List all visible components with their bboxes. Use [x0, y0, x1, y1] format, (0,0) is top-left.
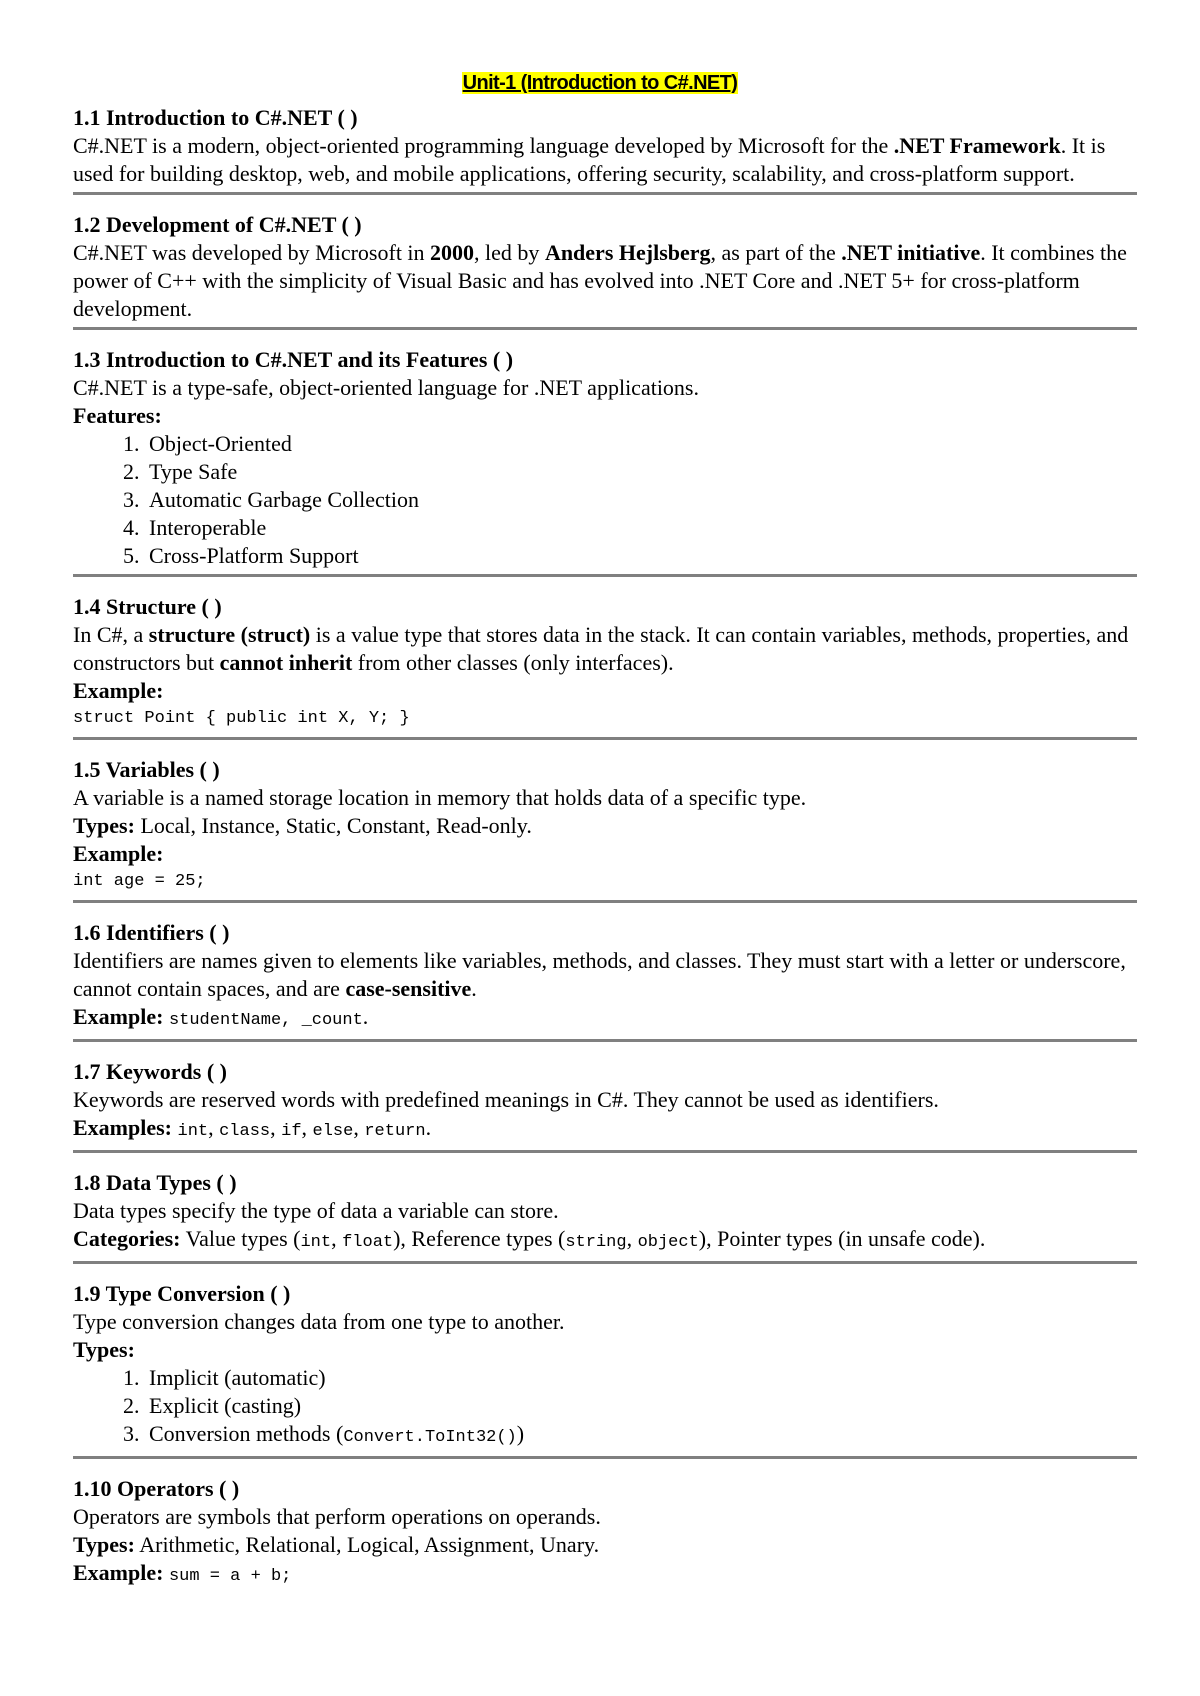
example-label: Example:	[73, 841, 164, 866]
types-text: Local, Instance, Static, Constant, Read-only.	[134, 813, 532, 838]
section-operators	[73, 1475, 1137, 1591]
separator: ,	[626, 1226, 638, 1251]
types-label: Types:	[73, 1337, 135, 1362]
list-item: 2. Type Safe	[145, 458, 1137, 486]
body-text: .	[471, 976, 477, 1001]
section-features	[73, 346, 1137, 577]
section-heading: 1.5 Variables ( )	[73, 757, 220, 782]
section-identifiers	[73, 919, 1137, 1042]
list-item: 4. Interoperable	[145, 514, 1137, 542]
code-inline: if	[281, 1122, 302, 1141]
separator: ,	[281, 1011, 302, 1030]
body-text: Value types (	[180, 1226, 301, 1251]
body-bold: .NET Framework	[893, 133, 1061, 158]
code-inline: int	[177, 1122, 209, 1141]
section-heading: 1.8 Data Types ( )	[73, 1170, 237, 1195]
section-divider	[73, 900, 1137, 903]
code-inline: studentName	[168, 1011, 282, 1030]
section-heading: 1.7 Keywords ( )	[73, 1059, 227, 1084]
section-divider	[73, 1456, 1137, 1459]
example-label: Examples:	[73, 1115, 172, 1140]
code-inline: int	[300, 1233, 332, 1252]
section-heading: 1.4 Structure ( )	[73, 594, 222, 619]
types-label: Types:	[73, 1532, 135, 1557]
types-line	[73, 812, 1137, 840]
separator: ,	[301, 1115, 313, 1140]
section-body	[73, 947, 1137, 1003]
code-inline: string	[565, 1233, 627, 1252]
section-body	[73, 239, 1137, 323]
body-bold: structure (struct)	[148, 622, 311, 647]
code-inline: _count	[301, 1011, 363, 1030]
document-title: Unit-1 (Introduction to C#.NET)	[462, 72, 738, 94]
section-body	[73, 132, 1137, 188]
separator: ,	[270, 1115, 282, 1140]
body-bold: 2000	[430, 240, 475, 265]
document-title-wrap	[0, 72, 1200, 95]
code-inline: return	[364, 1122, 426, 1141]
section-body: Operators are symbols that perform operations on operands.	[73, 1504, 601, 1529]
types-label: Types:	[73, 813, 135, 838]
body-text: Identifiers are names given to elements like variables, methods, and classes. They must start with a letter or underscore, cannot contain spaces, and are	[73, 948, 1126, 1001]
section-keywords	[73, 1058, 1137, 1153]
body-text: ), Pointer types (in unsafe code).	[698, 1226, 986, 1251]
end-punct: .	[425, 1115, 432, 1140]
body-bold: case-sensitive	[345, 976, 472, 1001]
document-content	[73, 104, 1137, 1591]
section-development	[73, 211, 1137, 330]
section-divider	[73, 574, 1137, 577]
example-label: Example:	[73, 678, 164, 703]
code-inline: float	[342, 1233, 394, 1252]
section-body: C#.NET is a type-safe, object-oriented language for .NET applications.	[73, 375, 699, 400]
body-text: is a value type that stores data in the stack. It can contain variables, methods, properties, and constructors but	[73, 622, 1129, 675]
features-list	[73, 430, 1137, 570]
section-divider	[73, 192, 1137, 195]
section-heading: 1.2 Development of C#.NET ( )	[73, 212, 362, 237]
body-text: , as part of the	[710, 240, 842, 265]
body-text: , led by	[474, 240, 545, 265]
section-divider	[73, 1150, 1137, 1153]
section-heading: 1.1 Introduction to C#.NET ( )	[73, 105, 358, 130]
section-divider	[73, 737, 1137, 740]
code-example: int age = 25;	[73, 872, 206, 891]
separator: ,	[331, 1226, 343, 1251]
types-line	[73, 1531, 1137, 1559]
code-example: struct Point { public int X, Y; }	[73, 709, 410, 728]
code-inline: else	[312, 1122, 354, 1141]
section-heading: 1.10 Operators ( )	[73, 1476, 240, 1501]
section-body: Keywords are reserved words with predefined meanings in C#. They cannot be used as identifiers.	[73, 1087, 939, 1112]
body-text: )	[516, 1421, 525, 1446]
code-inline: class	[219, 1122, 271, 1141]
section-introduction	[73, 104, 1137, 195]
list-item: 1. Object-Oriented	[145, 430, 1137, 458]
categories-line	[73, 1225, 1137, 1257]
body-text: In C#, a	[73, 622, 149, 647]
list-item: 3. Automatic Garbage Collection	[145, 486, 1137, 514]
example-line	[73, 1559, 1137, 1591]
body-bold: .NET initiative	[841, 240, 981, 265]
section-body: A variable is a named storage location in memory that holds data of a specific type.	[73, 785, 807, 810]
types-text: Arithmetic, Relational, Logical, Assignment, Unary.	[134, 1532, 600, 1557]
section-variables	[73, 756, 1137, 903]
section-type-conversion	[73, 1280, 1137, 1459]
section-divider	[73, 1039, 1137, 1042]
body-bold: Anders Hejlsberg	[544, 240, 711, 265]
example-label: Example:	[73, 1004, 164, 1029]
section-structure	[73, 593, 1137, 740]
separator: ,	[353, 1115, 365, 1140]
list-item: 1. Implicit (automatic)	[145, 1364, 1137, 1392]
section-divider	[73, 1261, 1137, 1264]
example-line	[73, 1114, 1137, 1146]
code-inline: sum = a + b;	[168, 1567, 292, 1586]
section-divider	[73, 327, 1137, 330]
body-text: . It is used for building desktop, web, and mobile applications, offering security, scalability, and cross-platform support.	[73, 133, 1106, 186]
body-bold: cannot inherit	[219, 650, 353, 675]
body-text: . It combines the power of C++ with the simplicity of Visual Basic and has evolved into .NET Core and .NET 5+ for cross-platform development.	[73, 240, 1127, 321]
section-heading: 1.9 Type Conversion ( )	[73, 1281, 291, 1306]
body-text: C#.NET is a modern, object-oriented programming language developed by Microsoft for the	[73, 133, 894, 158]
example-label: Example:	[73, 1560, 164, 1585]
conversion-list	[73, 1364, 1137, 1452]
end-punct: .	[362, 1004, 369, 1029]
section-body	[73, 621, 1137, 677]
body-text: ), Reference types (	[393, 1226, 566, 1251]
body-text: C#.NET was developed by Microsoft in	[73, 240, 431, 265]
section-heading: 1.3 Introduction to C#.NET and its Features ( )	[73, 347, 514, 372]
list-item: 2. Explicit (casting)	[145, 1392, 1137, 1420]
section-body: Type conversion changes data from one type to another.	[73, 1309, 565, 1334]
list-item: 5. Cross-Platform Support	[145, 542, 1137, 570]
list-item	[145, 1420, 1137, 1452]
code-inline: object	[637, 1233, 699, 1252]
section-heading: 1.6 Identifiers ( )	[73, 920, 230, 945]
separator: ,	[208, 1115, 220, 1140]
body-text: from other classes (only interfaces).	[352, 650, 674, 675]
features-label: Features:	[73, 403, 162, 428]
section-data-types	[73, 1169, 1137, 1264]
categories-label: Categories:	[73, 1226, 181, 1251]
example-line	[73, 1003, 1137, 1035]
body-text: Conversion methods (	[149, 1421, 344, 1446]
section-body: Data types specify the type of data a variable can store.	[73, 1198, 559, 1223]
code-inline: Convert.ToInt32()	[343, 1428, 517, 1447]
